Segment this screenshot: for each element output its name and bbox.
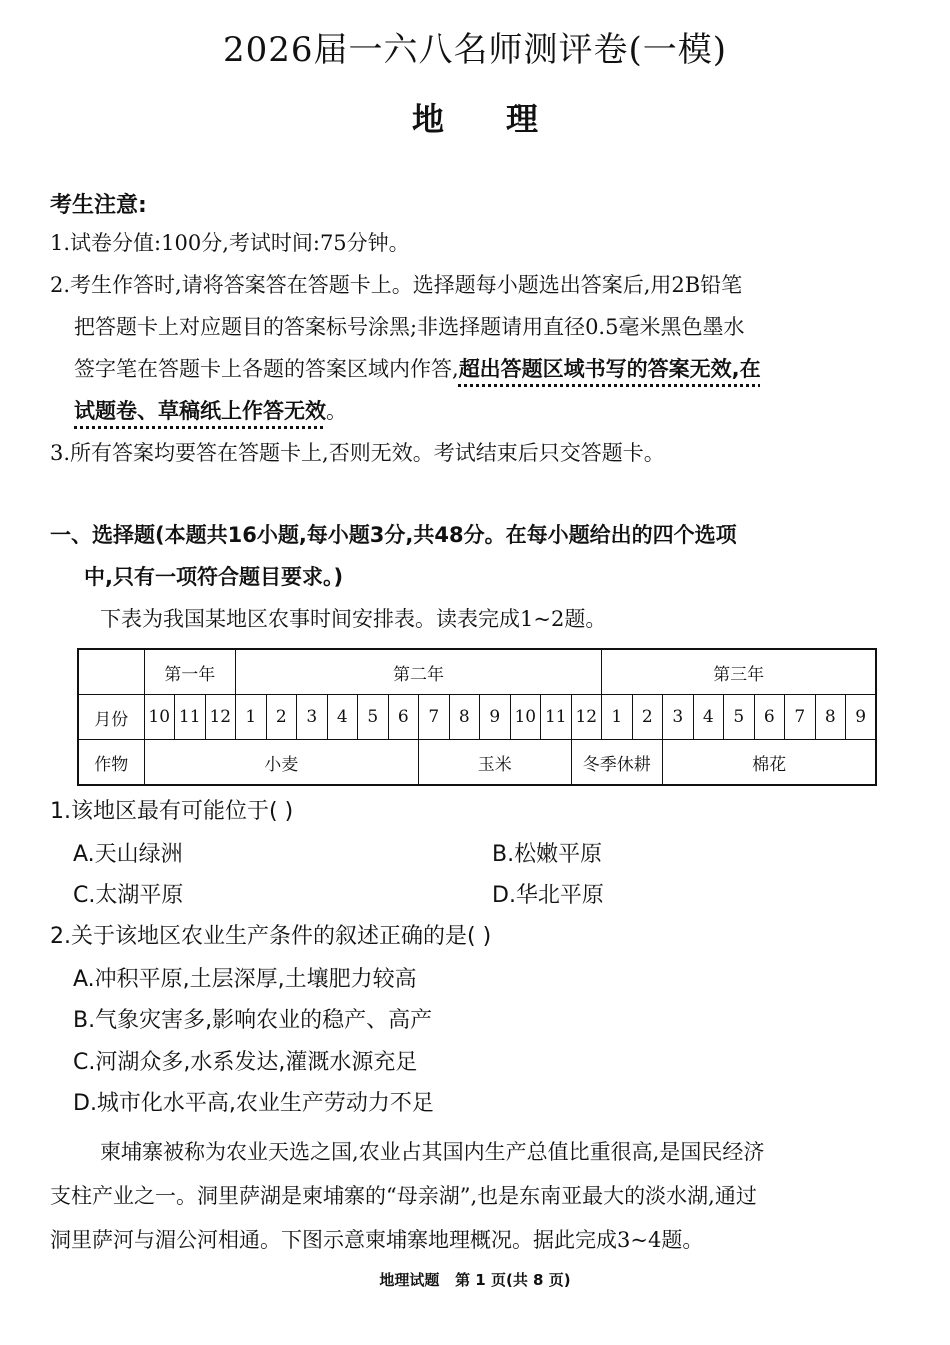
notice-item-3: 3.所有答案均要答在答题卡上,否则无效。考试结束后只交答题卡。 [50,441,665,465]
table-cell-month: 12 [571,695,602,740]
section-1-heading-line-2: 中,只有一项符合题目要求。) [84,565,344,589]
notice-emphasis-1: 超出答题区域书写的答案无效,在 [458,357,761,381]
table-cell-month: 11 [175,695,206,740]
table-cell-crop-wheat: 小麦 [144,740,419,786]
table-cell-month: 12 [205,695,236,740]
notice-emphasis-2: 试题卷、草稿纸上作答无效 [74,399,326,423]
table-cell-month: 11 [541,695,572,740]
table-cell-month: 9 [480,695,511,740]
notice-item-2-line-1: 2.考生作答时,请将答案答在答题卡上。选择题每小题选出答案后,用2B铅笔 [50,273,743,297]
table-cell-month: 1 [602,695,633,740]
table-cell-month: 2 [632,695,663,740]
question-1-option-d: D.华北平原 [492,883,604,908]
table-cell-year-1: 第一年 [144,649,236,695]
passage-line-2: 支柱产业之一。洞里萨湖是柬埔寨的“母亲湖”,也是东南亚最大的淡水湖,通过 [50,1184,757,1208]
notice-item-2-line-2: 把答题卡上对应题目的答案标号涂黑;非选择题请用直径0.5毫米黑色墨水 [74,315,745,339]
notice-heading: 考生注意: [50,193,147,218]
table-cell-month: 4 [693,695,724,740]
table-cell-month: 2 [266,695,297,740]
table-cell-crop-label: 作物 [78,740,144,786]
table-cell-year-2: 第二年 [236,649,602,695]
table-cell-empty [78,649,144,695]
table-cell-month: 3 [663,695,694,740]
notice-item-2-line-3-plain: 签字笔在答题卡上各题的答案区域内作答, [74,357,459,381]
table-cell-month: 8 [449,695,480,740]
table-cell-month: 3 [297,695,328,740]
section-1-heading [50,514,908,598]
question-2-option-c: C.河湖众多,水系发达,灌溉水源充足 [73,1050,418,1075]
section-1-heading-line-1: 一、选择题(本题共16小题,每小题3分,共48分。在每小题给出的四个选项 [50,523,737,547]
question-2-stem: 2.关于该地区农业生产条件的叙述正确的是( ) [50,924,492,949]
table-cell-month: 8 [815,695,846,740]
table-cell-month: 9 [846,695,877,740]
table-cell-crop-corn: 玉米 [419,740,572,786]
reading-passage [50,1130,910,1262]
notice-item-2-line-4-end: 。 [326,399,347,423]
table-row-months [78,695,876,740]
table-cell-crop-fallow: 冬季休耕 [571,740,663,786]
table-cell-month: 7 [785,695,816,740]
question-1-option-a: A.天山绿洲 [73,842,183,867]
table-row-crops [78,740,876,786]
page-footer: 地理试题 第 1 页(共 8 页) [379,1271,571,1289]
notice-item-2-line-4 [50,390,908,432]
table-cell-month: 4 [327,695,358,740]
table-cell-month: 10 [510,695,541,740]
table-cell-year-3: 第三年 [602,649,877,695]
question-2-option-d: D.城市化水平高,农业生产劳动力不足 [73,1091,434,1116]
table-cell-month: 5 [724,695,755,740]
subject-title [0,94,950,140]
table-cell-month: 7 [419,695,450,740]
table-cell-month: 5 [358,695,389,740]
table-row-years [78,649,876,695]
notice-item-2-line-3 [50,348,908,390]
question-1-stem: 1.该地区最有可能位于( ) [50,799,294,824]
notice-item-2 [50,264,908,432]
exam-title: 2026届一六八名师测评卷(一模) [222,30,728,70]
table-cell-month: 6 [754,695,785,740]
table-cell-month-label: 月份 [78,695,144,740]
passage-line-1: 柬埔寨被称为农业天选之国,农业占其国内生产总值比重很高,是国民经济 [100,1140,765,1164]
subject-char-1: 地 [411,100,444,138]
table-cell-crop-cotton: 棉花 [663,740,877,786]
table-cell-month: 6 [388,695,419,740]
question-1-option-c: C.太湖平原 [73,883,184,908]
table-cell-month: 1 [236,695,267,740]
passage-line-3: 洞里萨河与湄公河相通。下图示意柬埔寨地理概况。据此完成3~4题。 [50,1228,704,1252]
question-2-option-a: A.冲积平原,土层深厚,土壤肥力较高 [73,967,417,992]
table-cell-month: 10 [144,695,175,740]
question-2-option-b: B.气象灾害多,影响农业的稳产、高产 [73,1008,433,1033]
notice-item-1: 1.试卷分值:100分,考试时间:75分钟。 [50,231,410,255]
question-1-option-b: B.松嫩平原 [492,842,603,867]
subject-char-2: 理 [506,100,539,138]
table-intro: 下表为我国某地区农事时间安排表。读表完成1~2题。 [100,607,607,631]
farming-schedule-table [77,648,877,786]
